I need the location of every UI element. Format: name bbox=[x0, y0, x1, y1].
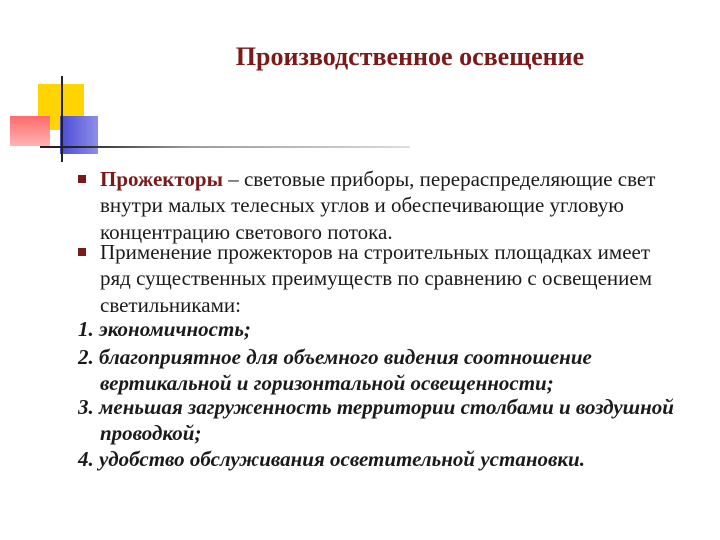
bullet-item-usage bbox=[100, 239, 680, 318]
numbered-item: 1. экономичность; bbox=[78, 317, 251, 341]
square-bullet-icon bbox=[78, 175, 86, 183]
bullet-item-projectors bbox=[100, 166, 680, 245]
bullet-text: – световые приборы, перераспределяющие свет внутри малых телесных углов и обеспечивающие угловую концентрацию светового потока. bbox=[100, 167, 656, 244]
decor-vertical-line bbox=[61, 76, 63, 162]
numbered-item: 2. благоприятное для объемного видения соотношение вертикальной и горизонтальной освещенности; bbox=[78, 345, 592, 396]
decor-blue-square bbox=[60, 116, 98, 154]
square-bullet-icon bbox=[78, 248, 86, 256]
slide-title: Производственное освещение bbox=[235, 42, 585, 71]
numbered-item: 4. удобство обслуживания осветительной установки. bbox=[78, 447, 585, 471]
bullet-text: Применение прожекторов на строительных площадках имеет ряд существенных преимуществ по сравнению с освещением светильниками: bbox=[100, 240, 652, 317]
term-projectors: Прожекторы bbox=[100, 167, 223, 191]
decor-red-square bbox=[10, 116, 50, 146]
decor-horizontal-line bbox=[40, 146, 410, 148]
numbered-item: 3. меньшая загруженность территории столбами и воздушной проводкой; bbox=[78, 395, 674, 446]
